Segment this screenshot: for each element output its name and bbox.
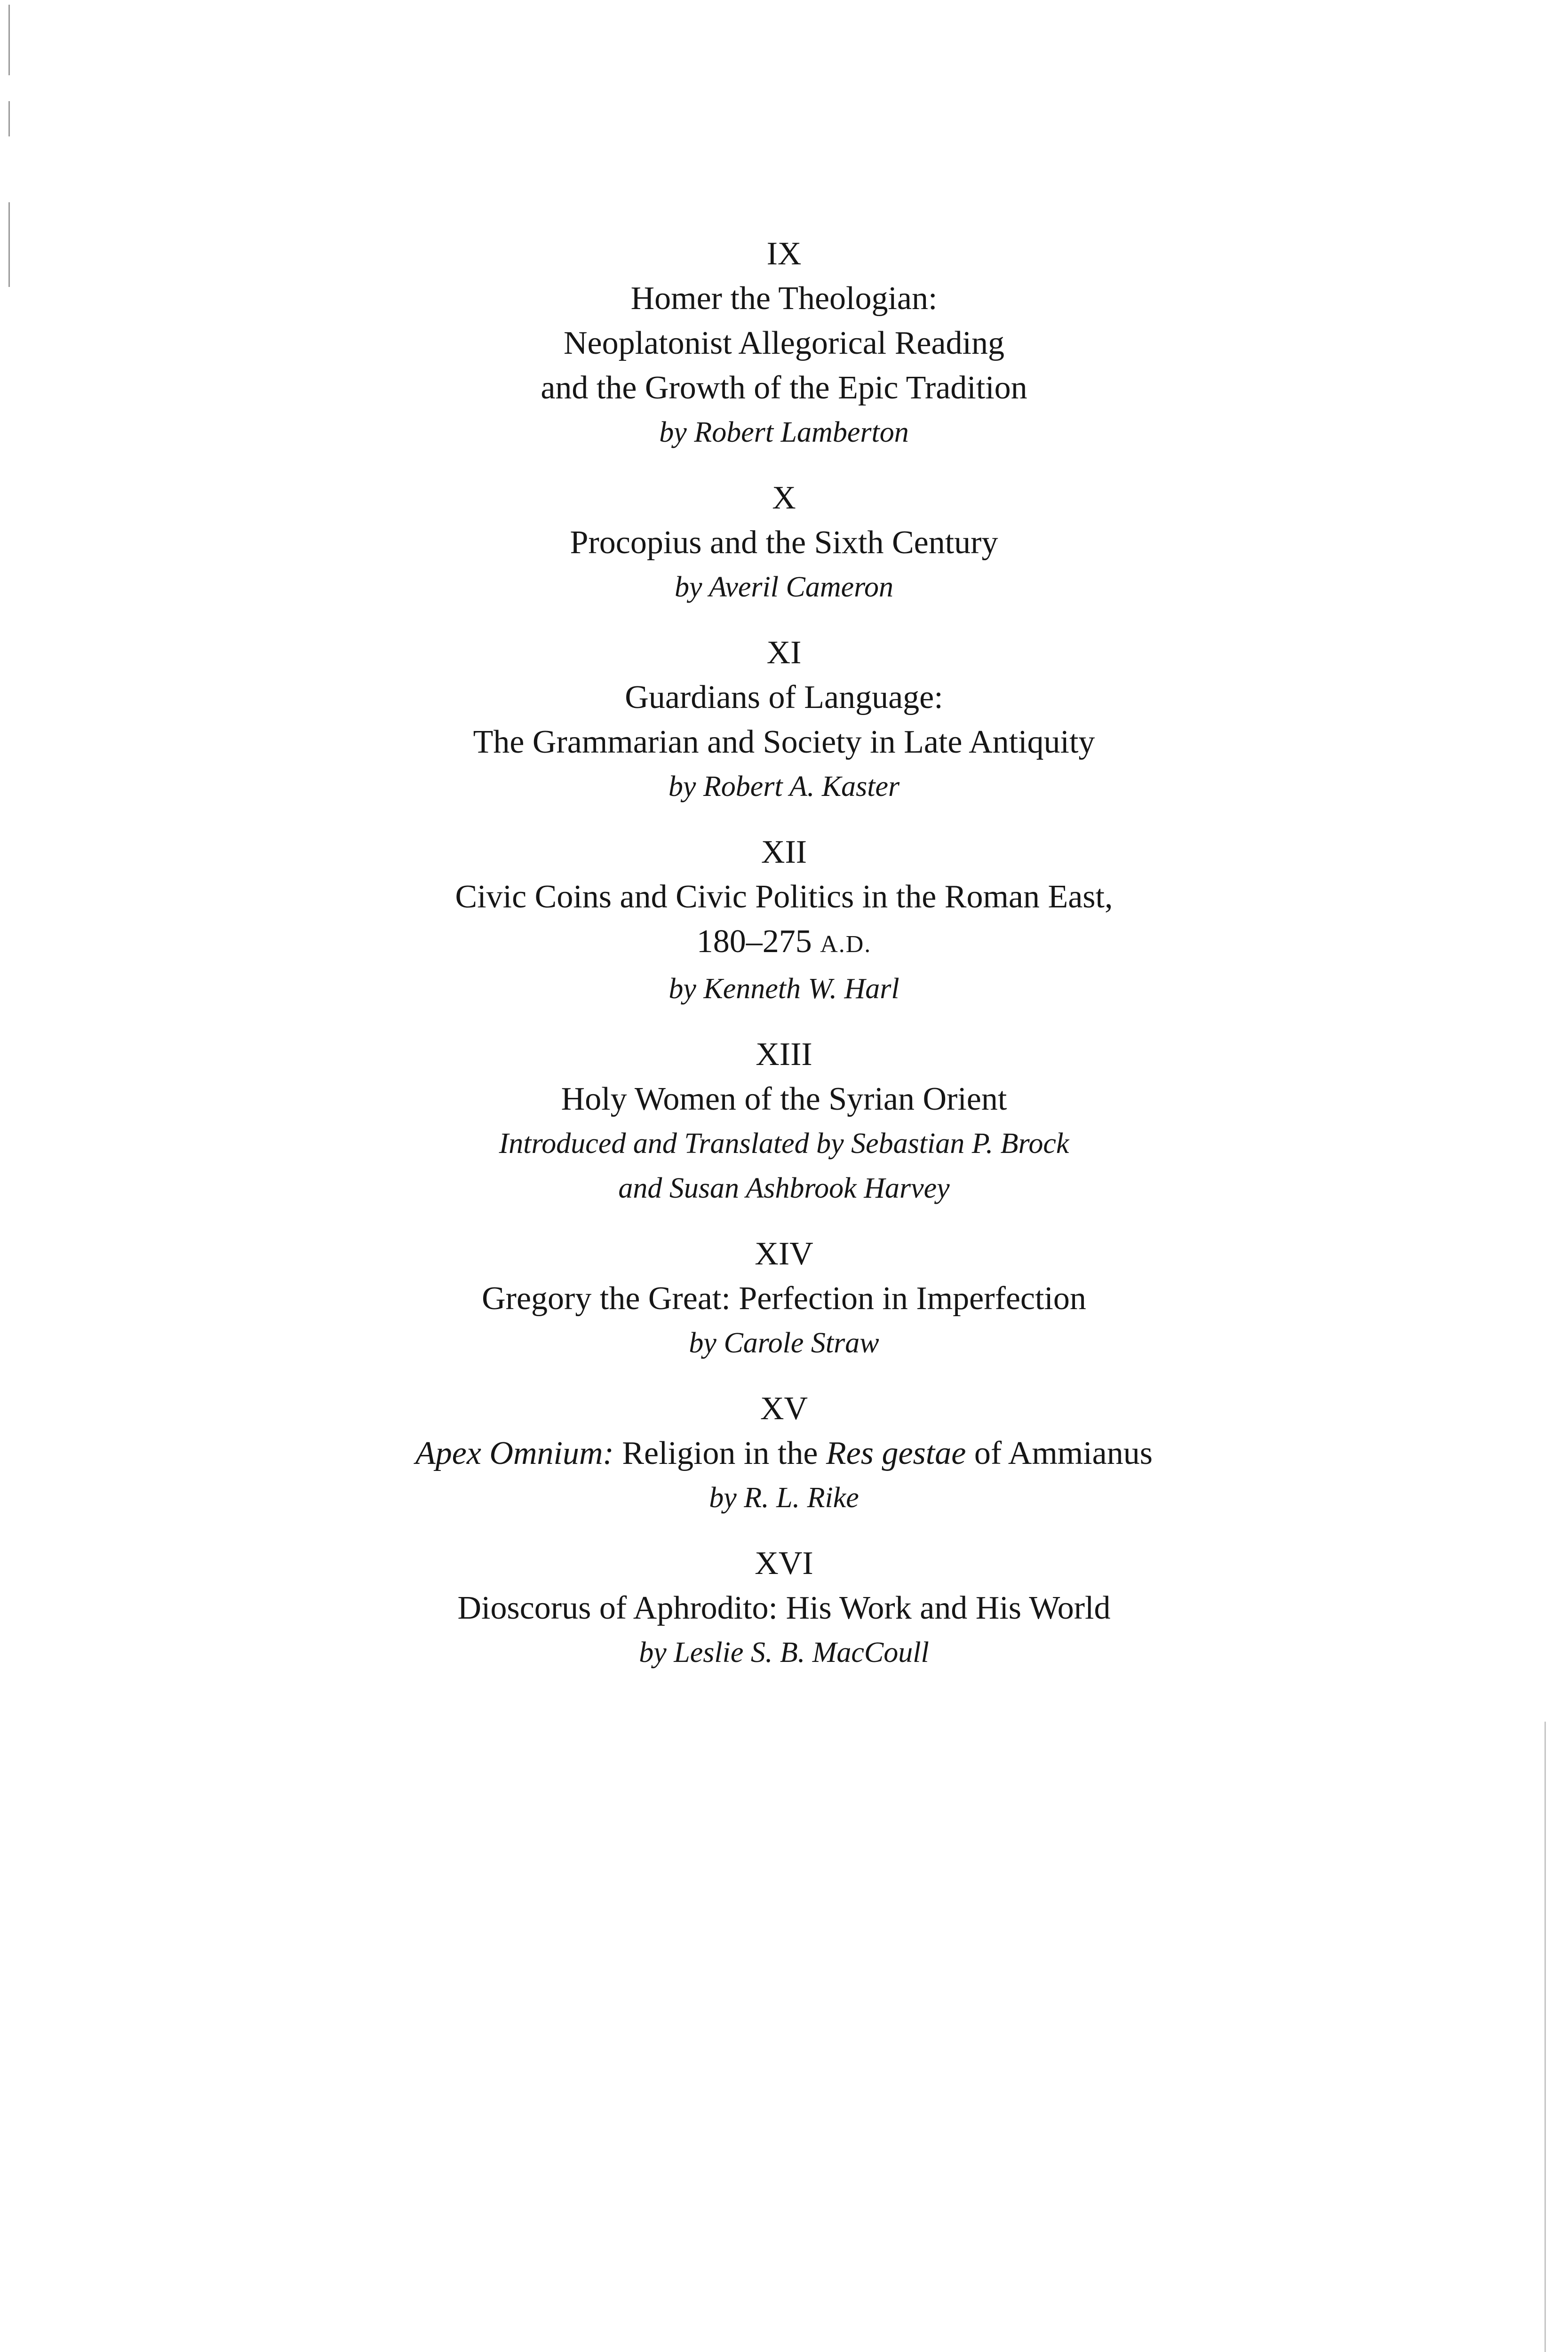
series-entry [0,476,1568,610]
volume-title-line: Gregory the Great: Perfection in Imperfection [482,1280,1086,1317]
volume-title-line: Guardians of Language: [625,679,943,715]
volume-numeral: XI [766,635,802,671]
volume-date-years: 180–275 [696,923,812,960]
volume-title-line: Homer the Theologian: [630,280,938,317]
volume-title-line: The Grammarian and Society in Late Antiquity [473,724,1095,760]
volume-byline: and Susan Ashbrook Harvey [618,1172,950,1204]
volume-numeral: XIII [756,1036,812,1073]
title-part: Apex Omnium: [415,1435,614,1471]
volume-numeral: XIV [755,1236,813,1272]
volume-title-line: Holy Women of the Syrian Orient [561,1081,1007,1117]
series-entry [0,630,1568,809]
volume-title-line: and the Growth of the Epic Tradition [541,370,1027,406]
volume-byline: Introduced and Translated by Sebastian P. Brock [499,1128,1069,1160]
title-part: of Ammianus [966,1435,1153,1471]
title-part: Res gestae [826,1435,966,1471]
volume-numeral: XVI [755,1545,813,1581]
series-entry [0,1032,1568,1211]
series-entry [0,231,1568,455]
volume-title-line [0,1431,1568,1476]
volume-byline: by Kenneth W. Harl [669,973,899,1005]
volume-title-line: Dioscorus of Aphrodito: His Work and His World [457,1590,1111,1626]
volume-numeral: IX [766,236,802,272]
volume-byline: by R. L. Rike [709,1482,859,1514]
scan-edge-mark [8,101,10,136]
scan-edge-mark [8,5,10,75]
title-part: Religion in the [613,1435,826,1471]
volume-date-line [0,919,1568,967]
volume-date-era: A.D. [820,931,872,958]
volume-numeral: XII [761,834,807,870]
series-list [0,231,1568,1696]
volume-title-line: Procopius and the Sixth Century [570,524,998,561]
scan-edge-mark [1544,1722,1546,2352]
volume-numeral: X [772,480,796,516]
volume-byline: by Averil Cameron [675,571,893,603]
series-entry [0,1386,1568,1520]
volume-byline: by Leslie S. B. MacCoull [639,1637,929,1669]
volume-byline: by Robert A. Kaster [668,771,900,803]
volume-numeral: XV [760,1391,808,1427]
volume-byline: by Robert Lamberton [659,416,909,448]
series-entry [0,1541,1568,1675]
volume-byline: by Carole Straw [689,1327,879,1359]
series-entry [0,830,1568,1011]
volume-title-line: Neoplatonist Allegorical Reading [563,325,1004,361]
series-entry [0,1232,1568,1366]
volume-title-line: Civic Coins and Civic Politics in the Roman East, [455,879,1113,915]
